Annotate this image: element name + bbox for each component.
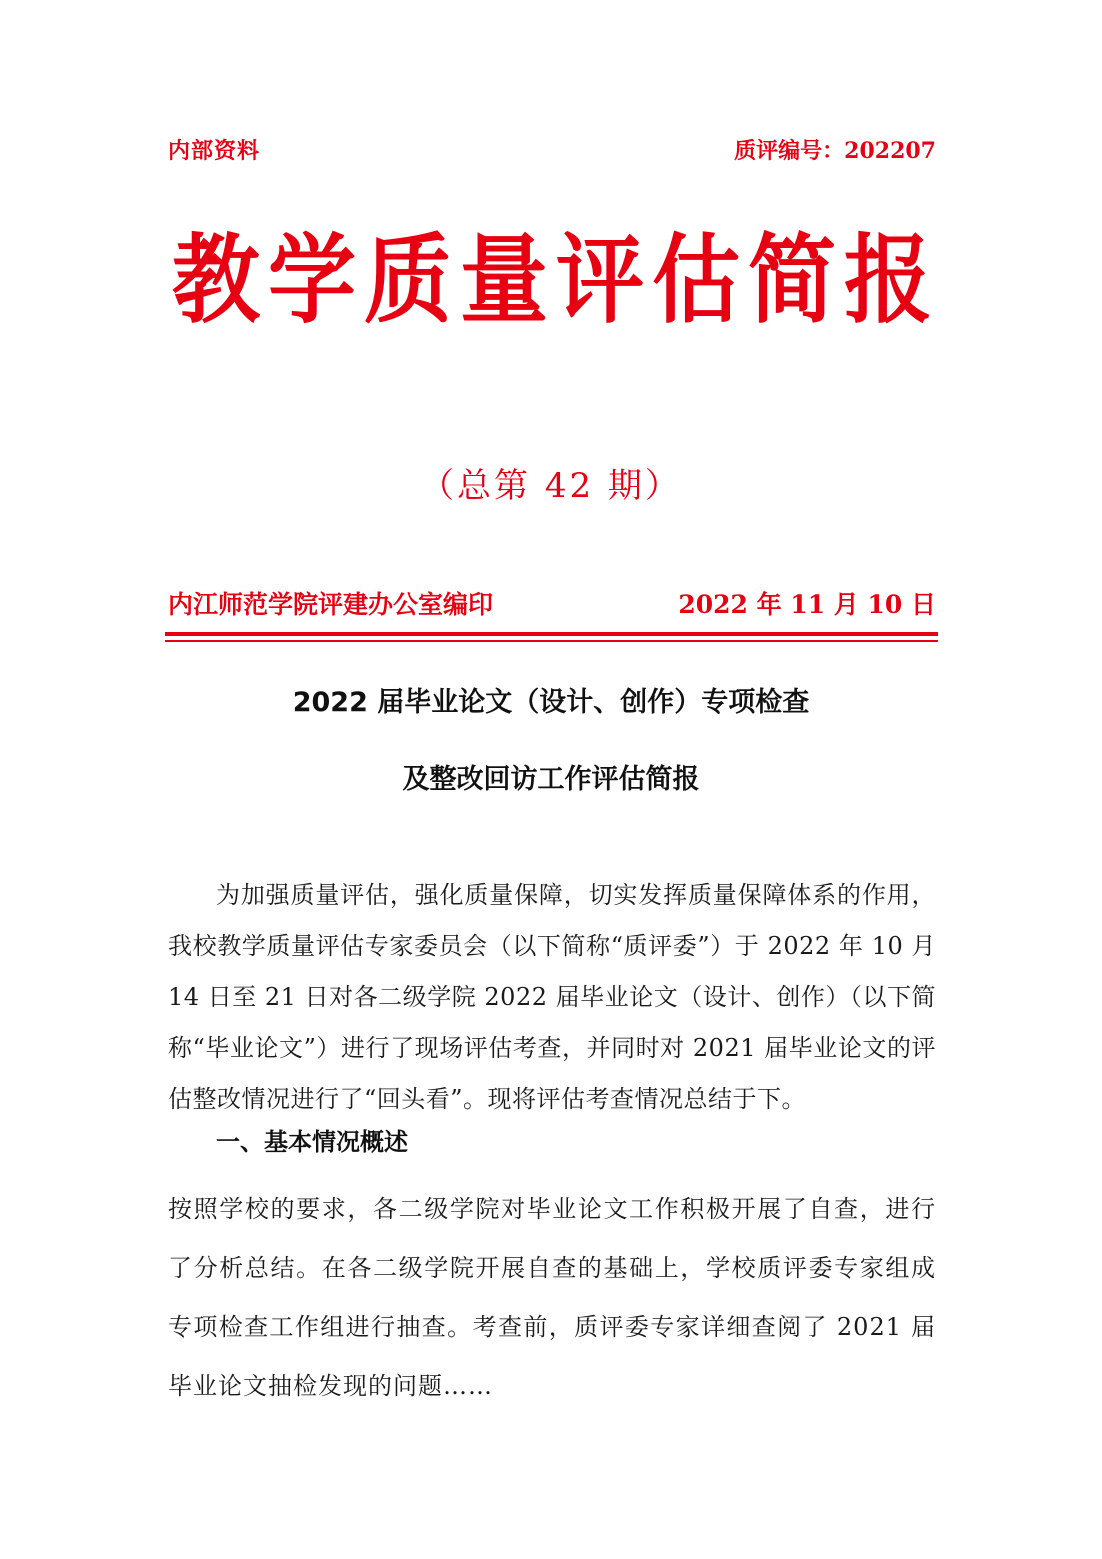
section-heading: 一、基本情况概述: [216, 1128, 408, 1156]
document-title-line2: 及整改回访工作评估简报: [402, 764, 700, 795]
serial-number: 质评编号：202207: [734, 138, 936, 164]
red-divider-thick: [165, 632, 938, 636]
issue-number: （总第 42 期）: [420, 466, 682, 506]
document-title-line1: 2022 届毕业论文（设计、创作）专项检查: [292, 687, 810, 718]
publication-date: 2022 年 11 月 10 日: [678, 590, 936, 619]
red-divider-thin: [165, 640, 938, 642]
body-paragraph: 按照学校的要求，各二级学院对毕业论文工作积极开展了自查，进行了分析总结。在各二级学院开展自查的基础上，学校质评委专家组成专项检查工作组进行抽查。考查前，质评委专家详细查阅了 2021 届毕业论文抽检发现的问题……: [168, 1195, 936, 1400]
masthead-title: 教学质量评估简报: [172, 223, 941, 337]
publisher: 内江师范学院评建办公室编印: [168, 590, 494, 619]
intro-paragraph: 为加强质量评估，强化质量保障，切实发挥质量保障体系的作用，我校教学质量评估专家委员会（以下简称“质评委”）于 2022 年 10 月 14 日至 21 日对各二级学院 2022 届毕业论文（设计、创作）（以下简称“毕业论文”）进行了现场评估考查，并同时对 2021 届毕业论文的评估整改情况进行了“回头看”。现将评估考查情况总结于下。: [168, 881, 936, 1113]
classification-label: 内部资料: [168, 138, 261, 164]
